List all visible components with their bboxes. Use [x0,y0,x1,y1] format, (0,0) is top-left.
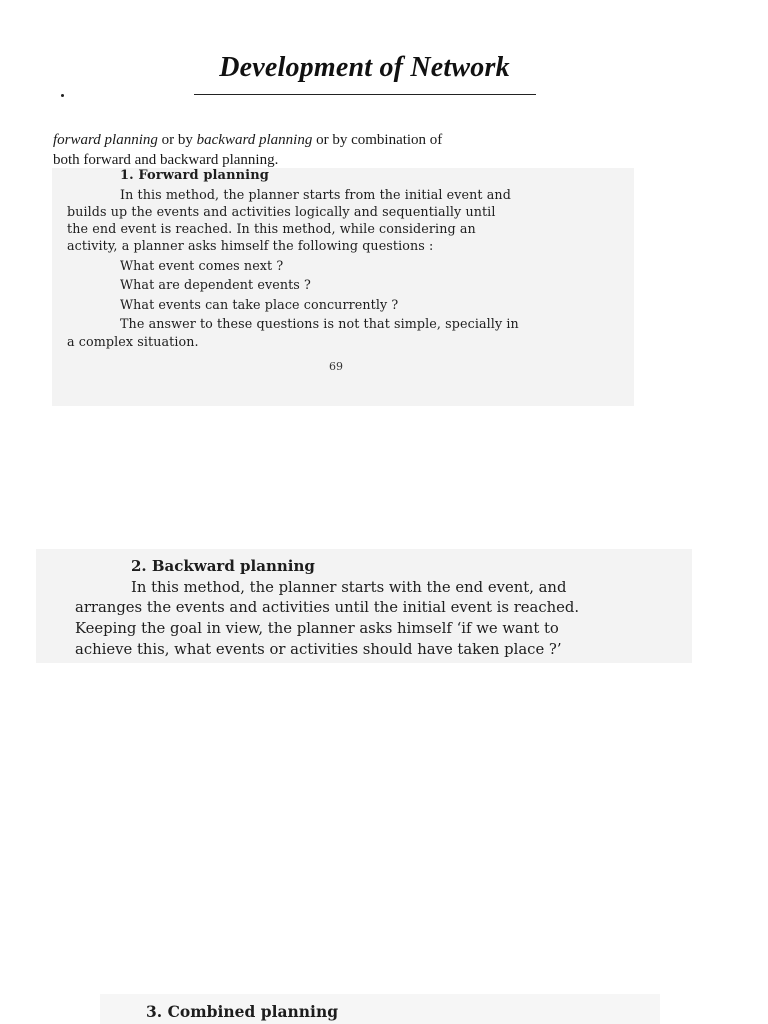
intro-line-1 [53,132,442,149]
paragraph-line: the end event is reached. In this method, while considering an [67,221,476,236]
paragraph-line: achieve this, what events or activities should have taken place ?’ [75,641,562,658]
intro-line-2: both forward and backward planning. [53,152,279,168]
paragraph-line: In this method, the planner starts with the end event, and [131,579,567,596]
paragraph-line: Keeping the goal in view, the planner asks himself ‘if we want to [75,620,559,637]
paragraph-line: In this method, the planner starts from the initial event and [120,187,511,202]
intro-italic-forward: forward planning [53,132,158,148]
title-underline [194,94,536,95]
paragraph-line: arranges the events and activities until the initial event is reached. [75,599,580,616]
paragraph-line: a complex situation. [67,334,199,349]
question-line: What are dependent events ? [120,277,311,292]
question-line: What events can take place concurrently ? [120,297,399,312]
paragraph-line: The answer to these questions is not that simple, specially in [120,316,519,331]
bullet-dot [61,94,64,97]
intro-italic-backward: backward planning [196,132,313,148]
section-heading-forward: 1. Forward planning [120,168,269,183]
paragraph-line: builds up the events and activities logically and sequentially until [67,204,496,219]
paragraph-line: activity, a planner asks himself the following questions : [67,238,434,253]
page-number: 69 [329,360,343,373]
question-line: What event comes next ? [120,258,284,273]
intro-end: or by combination of [312,132,443,148]
section-heading-combined: 3. Combined planning [146,1002,339,1021]
intro-mid: or by [157,132,197,148]
page-title: Development of Network [219,52,510,83]
section-heading-backward: 2. Backward planning [131,557,315,575]
